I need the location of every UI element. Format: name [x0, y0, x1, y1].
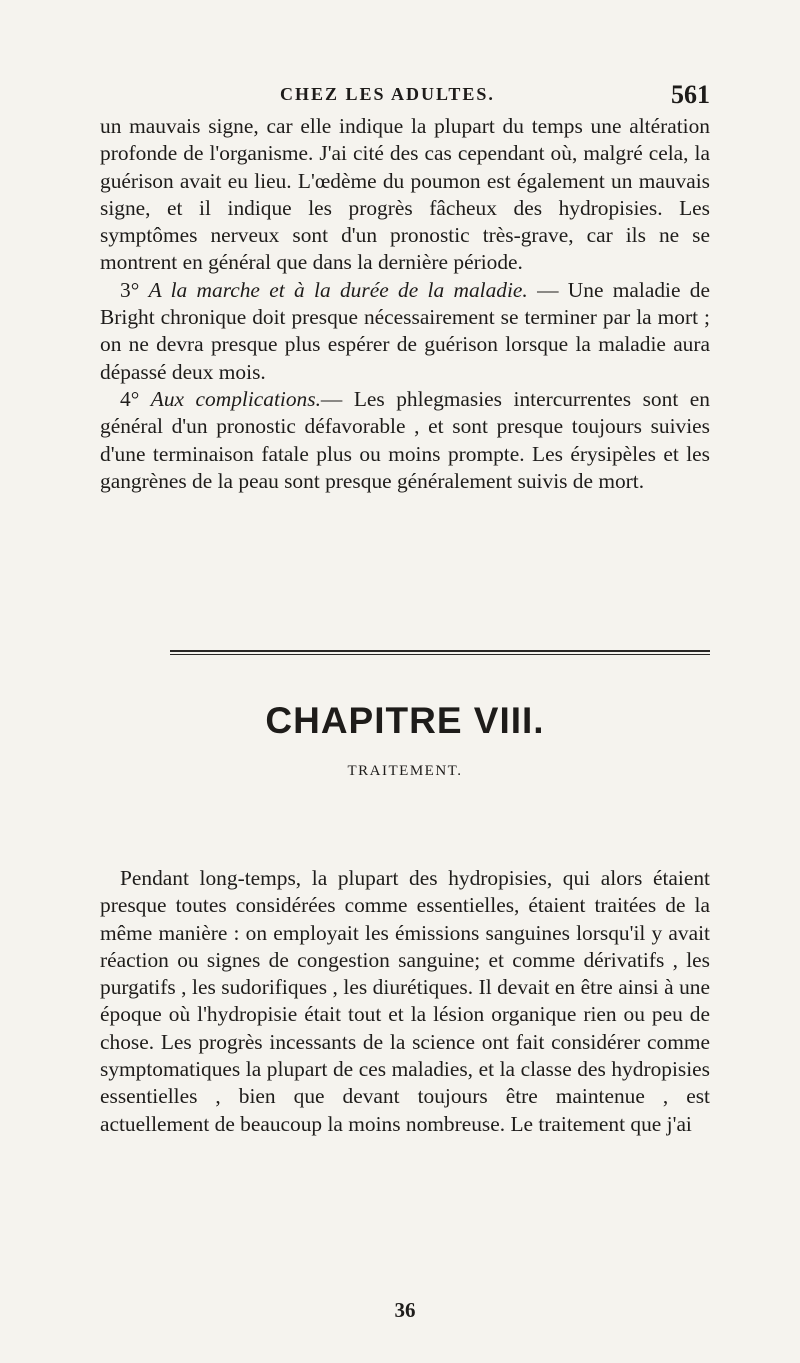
paragraph-continuation: un mauvais signe, car elle indique la plupart du temps une altération profonde de l'organisme. J'ai cité des cas cependant où, malgré cela, la guérison avait eu lieu. L'œdème du poumon est également un mauvais signe, et il indique les progrès fâcheux des hydropisies. Les symptômes nerveux sont d'un pronostic très-grave, car ils ne se montrent en général que dans la dernière période.	[100, 114, 710, 275]
item-3-title: A la marche et à la durée de la maladie.	[148, 277, 528, 302]
page-number: 561	[671, 80, 710, 109]
paragraph-treatment: Pendant long-temps, la plupart des hydropisies, qui alors étaient presque toutes considérées comme essentielles, étaient traitées de la même manière : on employait les émissions sanguines lorsqu'il y avait réaction ou signes de congestion sanguine; et comme dérivatifs , les purgatifs , les sudorifiques , les diurétiques. Il devait en être ainsi à une époque où l'hydropisie était tout et la lésion organique rien ou peu de chose. Les progrès incessants de la science ont fait considérer comme symptomatiques la plupart de ces maladies, et la classe des hydropisies essentielles , bien que devant toujours être maintenue , est actuellement de beaucoup la moins nombreuse. Le traitement que j'ai	[100, 866, 710, 1136]
item-4-number: 4°	[120, 386, 140, 411]
paragraph-item-3	[100, 277, 710, 386]
divider-rule-thick	[170, 650, 710, 652]
text-block-top	[100, 113, 710, 495]
divider-rule-thin	[170, 654, 710, 655]
text-block-bottom	[100, 865, 710, 1138]
running-title: CHEZ LES ADULTES.	[280, 84, 495, 104]
page-header	[100, 80, 710, 110]
signature-mark: 36	[394, 1298, 416, 1322]
chapter-subtitle: TRAITEMENT.	[347, 763, 463, 779]
item-4-text: — Les phlegmasies intercurrentes sont en général d'un pronostic défavorable , et sont presque toujours suivies d'une terminaison fatale plus ou moins prompte. Les érysipèles et les gangrènes de la peau sont presque généralement suivis de mort.	[100, 386, 710, 493]
item-3-number: 3°	[120, 277, 140, 302]
paragraph-item-4	[100, 386, 710, 495]
chapter-divider	[170, 650, 710, 657]
chapter-title: CHAPITRE VIII.	[265, 700, 545, 741]
item-4-title: Aux complications.	[150, 386, 321, 411]
item-3-text: — Une maladie de Bright chronique doit presque nécessairement se terminer par la mort ; on ne devra presque plus espérer de guérison lorsque la maladie aura dépassé deux mois.	[100, 277, 710, 384]
